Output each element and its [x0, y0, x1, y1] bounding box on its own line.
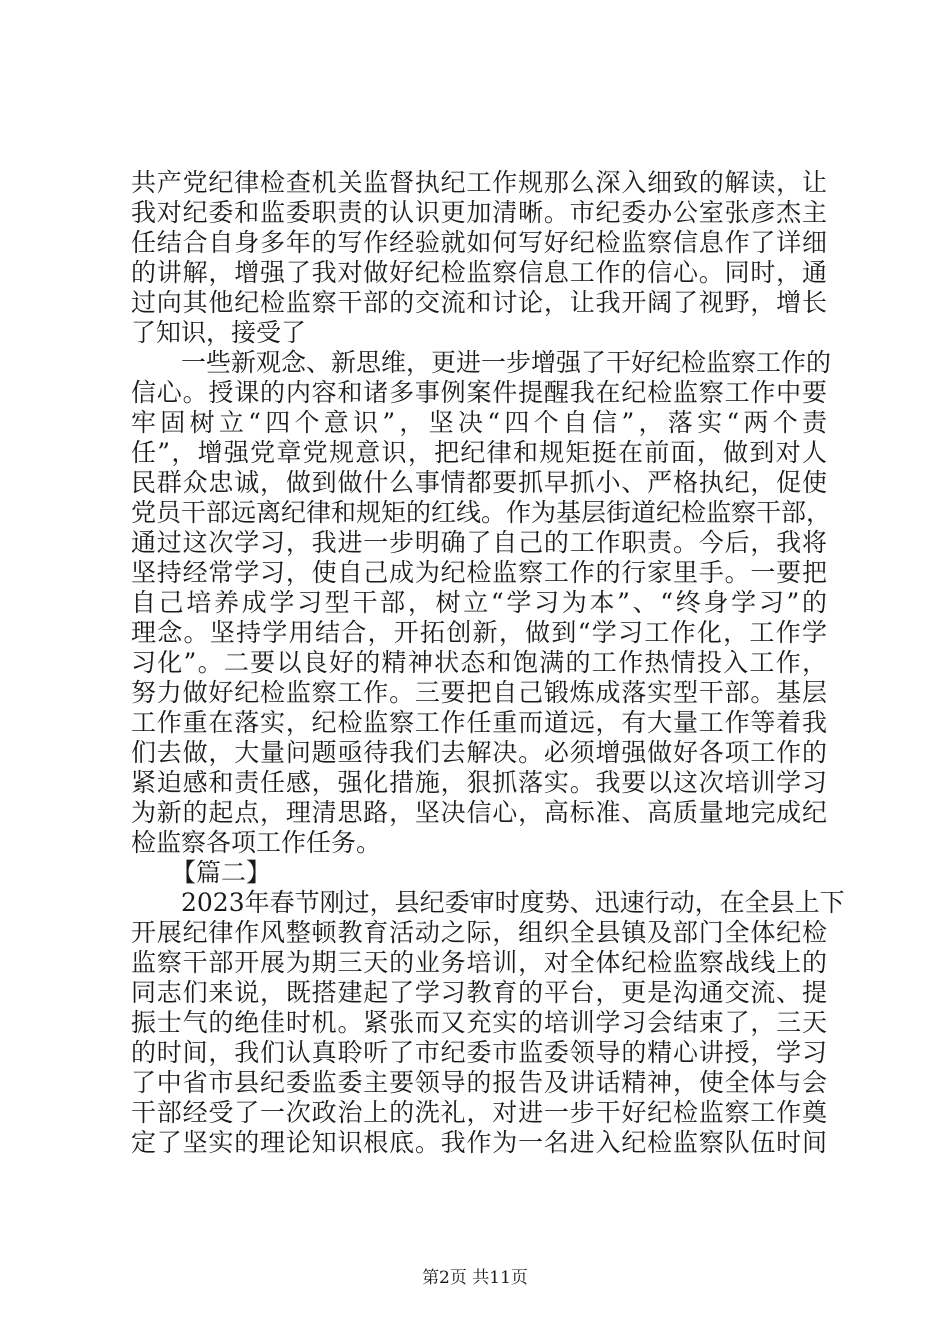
text-line: 党员干部远离纪律和规矩的红线。作为基层街道纪检监察干部， — [131, 498, 832, 527]
text-line: 了知识，接受了 — [131, 318, 307, 347]
section-heading: 【篇二】 — [171, 858, 272, 887]
text-line: 通过这次学习，我进一步明确了自己的工作职责。今后，我将 — [131, 528, 827, 557]
text-line: 自己培养成学习型干部，树立“学习为本”、“终身学习”的 — [131, 588, 827, 617]
text-line: 民群众忠诚，做到做什么事情都要抓早抓小、严格执纪，促使 — [131, 468, 827, 497]
text-line: 振士气的绝佳时机。紧张而又充实的培训学习会结束了，三天 — [131, 1008, 827, 1037]
text-line: 努力做好纪检监察工作。三要把自己锻炼成落实型干部。基层 — [131, 678, 827, 707]
text-line: 坚持经常学习，使自己成为纪检监察工作的行家里手。一要把 — [131, 558, 827, 587]
text-line: 检监察各项工作任务。 — [131, 828, 382, 857]
document-body — [131, 168, 845, 1158]
text-line: 干部经受了一次政治上的洗礼，对进一步干好纪检监察工作奠 — [131, 1098, 827, 1127]
text-line: 一些新观念、新思维，更进一步增强了干好纪检监察工作的 — [181, 348, 832, 377]
text-line: 任”，增强党章党规意识，把纪律和规矩挺在前面，做到对人 — [131, 438, 827, 467]
text-line: 的时间，我们认真聆听了市纪委市监委领导的精心讲授，学习 — [131, 1038, 827, 1067]
text-line: 监察干部开展为期三天的业务培训，对全体纪检监察战线上的 — [131, 948, 827, 977]
page-footer: 第2页 共11页 — [422, 1268, 528, 1288]
text-line: 工作重在落实，纪检监察工作任重而道远，有大量工作等着我 — [131, 708, 827, 737]
text-line: 理念。坚持学用结合，开拓创新，做到“学习工作化，工作学 — [131, 618, 827, 647]
text-line: 的讲解，增强了我对做好纪检监察信息工作的信心。同时，通 — [131, 258, 827, 287]
text-line: 为新的起点，理清思路，坚决信心，高标准、高质量地完成纪 — [131, 798, 827, 827]
text-line: 过向其他纪检监察干部的交流和讨论，让我开阔了视野，增长 — [131, 288, 827, 317]
text-line: 紧迫感和责任感，强化措施，狠抓落实。我要以这次培训学习 — [131, 768, 827, 797]
text-line: 2023年春节刚过，县纪委审时度势、迅速行动，在全县上下 — [181, 888, 845, 917]
text-line: 信心。授课的内容和诸多事例案件提醒我在纪检监察工作中要 — [131, 378, 827, 407]
text-line: 定了坚实的理论知识根底。我作为一名进入纪检监察队伍时间 — [131, 1128, 827, 1157]
text-line: 习化”。二要以良好的精神状态和饱满的工作热情投入工作， — [131, 648, 827, 677]
text-line: 任结合自身多年的写作经验就如何写好纪检监察信息作了详细 — [131, 228, 827, 257]
text-line: 牢固树立“四个意识”，坚决“四个自信”，落实“两个责 — [131, 408, 827, 437]
text-line: 了中省市县纪委监委主要领导的报告及讲话精神，使全体与会 — [131, 1068, 827, 1097]
text-line: 同志们来说，既搭建起了学习教育的平台，更是沟通交流、提 — [131, 978, 827, 1007]
text-line: 们去做，大量问题亟待我们去解决。必须增强做好各项工作的 — [131, 738, 827, 767]
text-line: 共产党纪律检查机关监督执纪工作规那么深入细致的解读，让 — [131, 168, 827, 197]
text-line: 我对纪委和监委职责的认识更加清晰。市纪委办公室张彦杰主 — [131, 198, 827, 227]
text-line: 开展纪律作风整顿教育活动之际，组织全县镇及部门全体纪检 — [131, 918, 827, 947]
